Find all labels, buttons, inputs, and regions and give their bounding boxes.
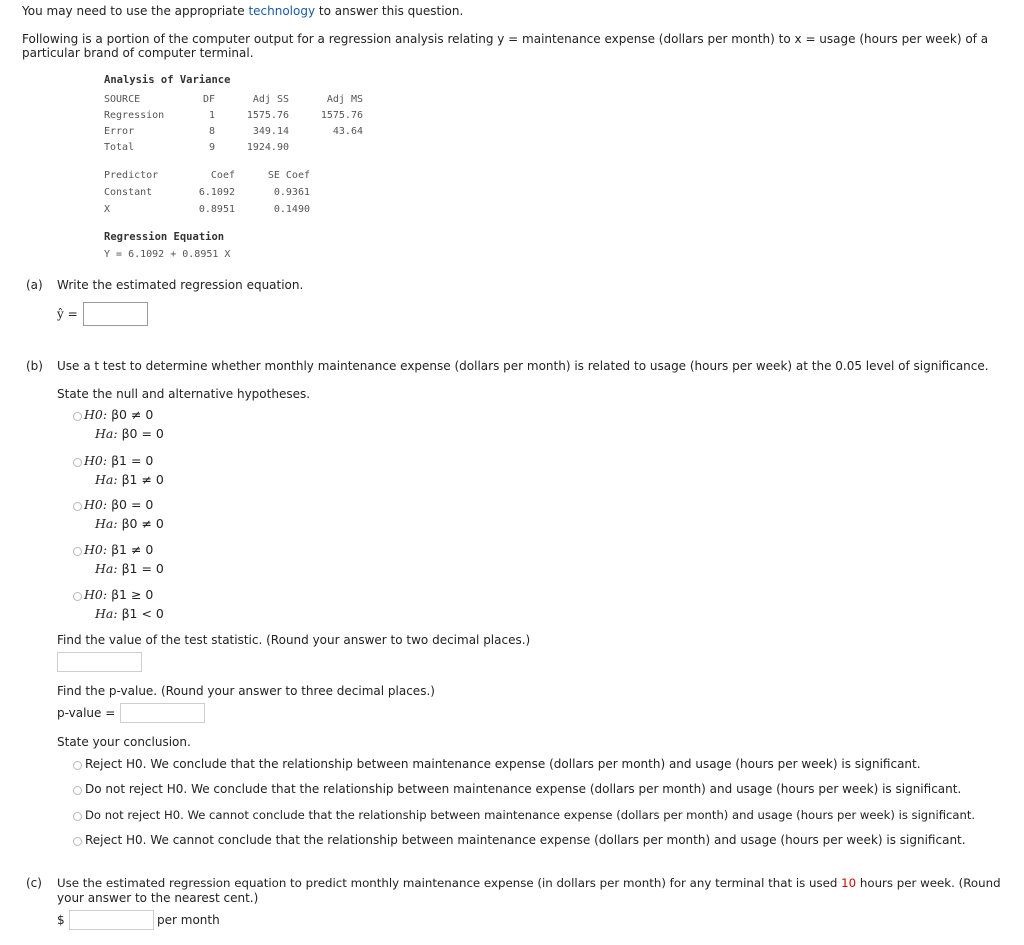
- coef-cell: 6.1092: [198, 187, 235, 198]
- coef-header-secoef: SE Coef: [267, 170, 310, 181]
- coef-header-coef: Coef: [210, 170, 235, 181]
- anova-header-adjss: Adj SS: [252, 94, 289, 105]
- coef-cell: 0.9361: [273, 187, 310, 198]
- technology-link[interactable]: technology: [248, 4, 316, 18]
- conclusion-action: Do not reject H0.: [85, 782, 188, 796]
- h0-statement: β0 = 0: [111, 497, 154, 512]
- test-statistic-input[interactable]: [57, 652, 142, 672]
- equation-text: Y = 6.1092 + 0.8951 X: [104, 249, 231, 260]
- regression-equation-input[interactable]: [83, 302, 148, 326]
- intro-line-2: Following is a portion of the computer output for a regression analysis relating y = maintenance expense (dollars per month) to x = usage (hours per week) of a: [22, 32, 989, 46]
- part-a-question: Write the estimated regression equation.: [57, 278, 304, 292]
- hypothesis-radio-3[interactable]: [73, 502, 82, 511]
- conclusion-text: We conclude that the relationship between maintenance expense (dollars per month) and usage (hours per week) is significant.: [150, 757, 921, 771]
- part-c-label: (c): [26, 876, 42, 890]
- part-c-question: [57, 876, 1001, 890]
- coef-cell: X: [104, 204, 111, 215]
- anova-cell: 43.64: [332, 126, 363, 137]
- conclusion-action: Reject H0.: [85, 833, 147, 847]
- anova-cell: Total: [104, 142, 135, 153]
- ha-label: Ha:: [95, 561, 118, 576]
- anova-cell: Error: [104, 126, 135, 137]
- conclusion-text: We cannot conclude that the relationship between maintenance expense (dollars per month) and usage (hours per week) is significant.: [187, 808, 976, 822]
- anova-cell: 1: [208, 110, 215, 121]
- h0-label: H0:: [84, 587, 108, 602]
- h0-label: H0:: [84, 407, 108, 422]
- hypothesis-option-3-h0: [84, 497, 153, 512]
- expense-prediction-input[interactable]: [69, 910, 154, 930]
- test-statistic-prompt: Find the value of the test statistic. (Round your answer to two decimal places.): [57, 633, 531, 647]
- h0-statement: β1 = 0: [111, 453, 154, 468]
- hypotheses-prompt: State the null and alternative hypotheses.: [57, 387, 311, 401]
- anova-cell: 9: [208, 142, 215, 153]
- anova-cell: 1924.90: [246, 142, 289, 153]
- coef-cell: 0.1490: [273, 204, 310, 215]
- ha-label: Ha:: [95, 606, 118, 621]
- anova-cell: 1575.76: [246, 110, 289, 121]
- anova-header-df: DF: [202, 94, 215, 105]
- ha-label: Ha:: [95, 516, 118, 531]
- h0-statement: β0 ≠ 0: [111, 407, 154, 422]
- ha-label: Ha:: [95, 426, 118, 441]
- ha-statement: β1 < 0: [121, 606, 164, 621]
- hypothesis-option-3-ha: [95, 516, 164, 531]
- hypothesis-option-1-ha: [95, 426, 164, 441]
- hypothesis-option-1-h0: [84, 407, 153, 422]
- intro-text-post: to answer this question.: [318, 4, 464, 18]
- conclusion-action: Do not reject H0.: [85, 808, 184, 822]
- conclusion-option-3: [85, 808, 975, 822]
- ha-statement: β0 ≠ 0: [121, 516, 164, 531]
- conclusion-radio-2[interactable]: [73, 786, 82, 795]
- conclusion-radio-3[interactable]: [73, 812, 82, 821]
- unit-label: per month: [157, 913, 220, 927]
- intro-text: You may need to use the appropriate: [22, 4, 245, 18]
- hypothesis-radio-4[interactable]: [73, 547, 82, 556]
- anova-cell: 349.14: [252, 126, 289, 137]
- part-c-text-post: hours per week. (Round: [859, 876, 1001, 890]
- hypothesis-option-4-ha: [95, 561, 164, 576]
- conclusion-action: Reject H0.: [85, 757, 147, 771]
- intro-line-1: [22, 4, 463, 18]
- ha-statement: β0 = 0: [121, 426, 164, 441]
- conclusion-radio-1[interactable]: [73, 761, 82, 770]
- anova-cell: 8: [208, 126, 215, 137]
- pvalue-label: p-value =: [57, 706, 116, 720]
- yhat-label: ŷ =: [57, 307, 78, 321]
- anova-cell: Regression: [104, 110, 165, 121]
- part-a-label: (a): [26, 278, 43, 292]
- h0-statement: β1 ≥ 0: [111, 587, 154, 602]
- currency-symbol: $: [57, 913, 65, 927]
- ha-statement: β1 ≠ 0: [121, 472, 164, 487]
- conclusion-text: We cannot conclude that the relationship between maintenance expense (dollars per month) and usage (hours per week) is significant.: [150, 833, 966, 847]
- hypothesis-option-5-ha: [95, 606, 164, 621]
- h0-label: H0:: [84, 542, 108, 557]
- conclusion-text: We conclude that the relationship between maintenance expense (dollars per month) and usage (hours per week) is significant.: [191, 782, 962, 796]
- h0-statement: β1 ≠ 0: [111, 542, 154, 557]
- anova-cell: 1575.76: [320, 110, 363, 121]
- pvalue-prompt: Find the p-value. (Round your answer to three decimal places.): [57, 684, 435, 698]
- coef-cell: Constant: [104, 187, 153, 198]
- ha-label: Ha:: [95, 472, 118, 487]
- equation-title: Regression Equation: [104, 231, 225, 243]
- hypothesis-option-4-h0: [84, 542, 153, 557]
- conclusion-option-2: [85, 782, 961, 796]
- coef-cell: 0.8951: [198, 204, 235, 215]
- part-c-line-2: your answer to the nearest cent.): [57, 891, 259, 905]
- intro-line-3: particular brand of computer terminal.: [22, 46, 254, 60]
- part-b-label: (b): [26, 359, 43, 373]
- pvalue-input[interactable]: [120, 703, 205, 723]
- ha-statement: β1 = 0: [121, 561, 164, 576]
- hypothesis-radio-1[interactable]: [73, 412, 82, 421]
- hypothesis-option-2-ha: [95, 472, 164, 487]
- hypothesis-radio-2[interactable]: [73, 458, 82, 467]
- conclusion-option-1: [85, 757, 921, 771]
- anova-header-source: SOURCE: [104, 94, 141, 105]
- conclusion-option-4: [85, 833, 966, 847]
- anova-header-adjms: Adj MS: [326, 94, 363, 105]
- hours-value: 10: [841, 876, 857, 890]
- part-c-text: Use the estimated regression equation to predict monthly maintenance expense (in dollars per month) for any terminal that is used: [57, 876, 838, 890]
- coef-header-predictor: Predictor: [104, 170, 159, 181]
- anova-title: Analysis of Variance: [104, 74, 231, 86]
- h0-label: H0:: [84, 453, 108, 468]
- conclusion-radio-4[interactable]: [73, 837, 82, 846]
- h0-label: H0:: [84, 497, 108, 512]
- hypothesis-option-5-h0: [84, 587, 153, 602]
- conclusion-prompt: State your conclusion.: [57, 735, 191, 749]
- hypothesis-radio-5[interactable]: [73, 592, 82, 601]
- part-b-question: Use a t test to determine whether monthly maintenance expense (dollars per month) is related to usage (hours per week) at the 0.05 level of significance.: [57, 359, 989, 373]
- hypothesis-option-2-h0: [84, 453, 153, 468]
